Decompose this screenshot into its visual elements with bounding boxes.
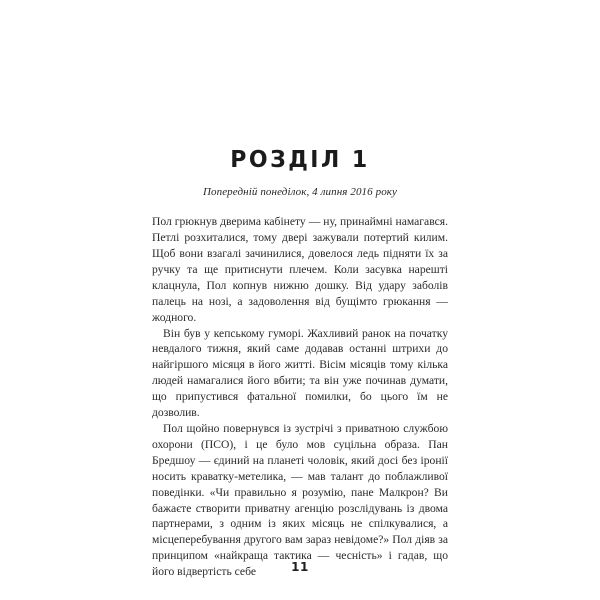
page-text-block [152,148,448,580]
chapter-subtitle: Попередній понеділок, 4 липня 2016 року [202,186,398,199]
body-text [152,214,448,580]
chapter-title: РОЗДІЛ 1 [230,146,370,174]
paragraph: Пол щойно повернувся із зустрічі з приватною службою охорони (ПСО), і це було мов суцільна образа. Пан Бредшоу — єдиний на планеті чоловік, який досі без іронії носить краватку-метелика, — мав талант до поблажливої поведінки. «Чи правильно я розумію, пане Малкрон? Ви бажаєте створити приватну агенцію розслідувань із двома партнерами, з одним із яких місяць не спілкувалися, а місцеперебування другого вам зараз невідоме?» Пол діяв за принципом «найкраща тактика — чесність» і гадав, що його відвертість себе [152,421,448,579]
paragraph: Він був у кепському гуморі. Жахливий ранок на початку невдалого тижня, який саме додавав останні штрихи до найгіршого місяця в його житті. Вісім місяців тому кілька людей намагалися його вбити; та він уже починав думати, що припустився фатальної помилки, бо цього їм не дозволив. [152,326,448,420]
page-number: 11 [291,560,309,574]
paragraph: Пол грюкнув дверима кабінету — ну, принаймні намагався. Петлі розхиталися, тому двері зажували потертий килим. Щоб вони взагалі зачинилися, довелося ледь підняти їх за ручку та ще притиснути плечем. Коли засувка нарешті клацнула, Пол копнув нижню дошку. Від удару заболів палець на нозі, а задоволення від бущімто грюкання — жодного. [152,215,448,324]
